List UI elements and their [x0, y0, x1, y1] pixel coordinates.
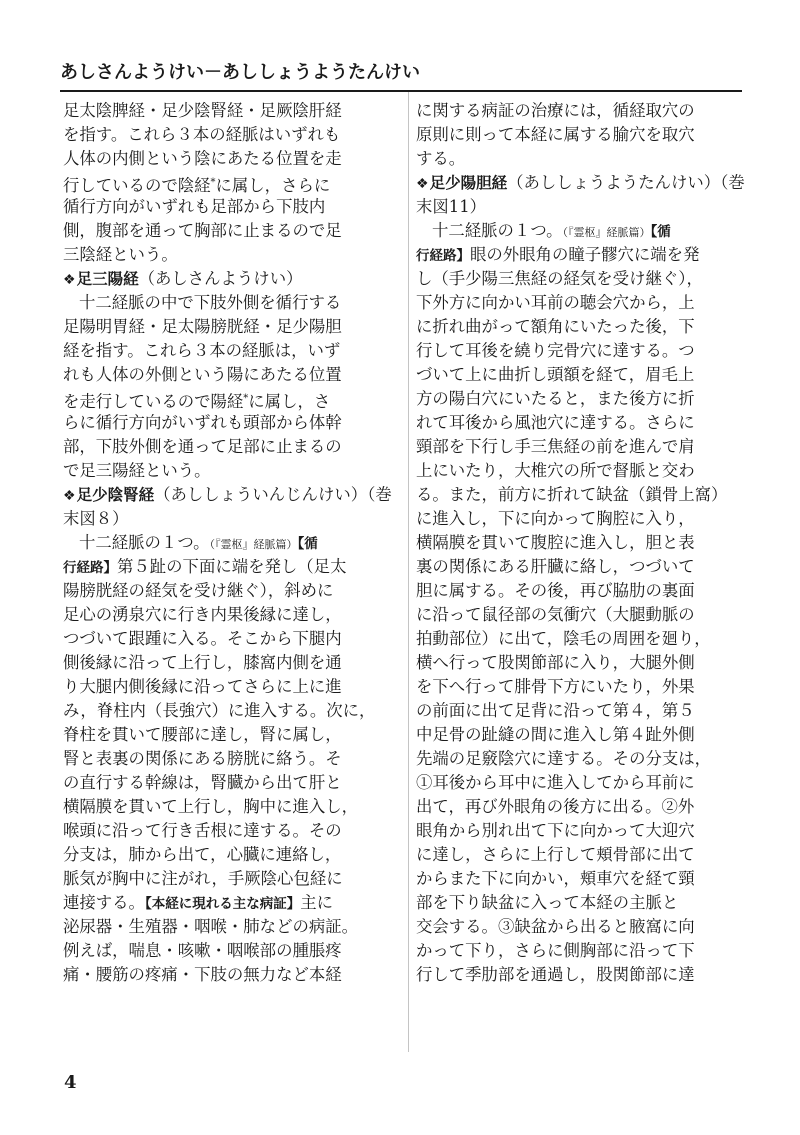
text-line: 側後縁に沿って上行し，膝窩内側を通	[63, 653, 342, 672]
footnote-asterisk: *	[243, 393, 249, 404]
text-line: の直行する幹線は，腎臓から出て肝と	[63, 773, 342, 792]
text-line: 足陽明胃経・足太陽膀胱経・足少陽胆	[63, 317, 342, 336]
text-line: らに循行方向がいずれも頭部から体幹	[63, 413, 342, 432]
diamond-bullet-icon: ❖	[63, 488, 76, 504]
text-line: 人体の内側という陰にあたる位置を走	[63, 149, 342, 168]
text-line: 下外方に向かい耳前の聴会穴から，上	[416, 293, 695, 312]
text-line: を下へ行って腓骨下方にいたり，外果	[416, 677, 695, 696]
text-run: 第５趾の下面に端を発し（足太	[117, 557, 347, 576]
text-line: に進入し，下に向かって胸腔に入り，	[416, 509, 695, 528]
text-line: み，脊柱内（長強穴）に進入する。次に，	[63, 701, 376, 720]
entry-heading	[416, 171, 745, 195]
text-line	[416, 243, 742, 267]
text-line: 行して季肋部を通過し，股関節部に達	[416, 965, 695, 984]
text-line: 部，下肢外側を通って足部に止まるの	[63, 437, 342, 456]
right-column	[416, 99, 745, 987]
text-run: 主に	[300, 893, 333, 912]
text-line: 交会する。③缺盆から出ると腋窩に向	[416, 917, 695, 936]
text-line: 部を下り缺盆に入って本経の主脈と	[416, 893, 679, 912]
text-line: かって下り，さらに側胸部に沿って下	[416, 941, 695, 960]
text-line: 中足骨の趾縫の間に進入し第４趾外側	[416, 725, 695, 744]
text-line: 経を指す。これら３本の経脈は，いず	[63, 341, 341, 360]
text-line: 循行方向がいずれも足部から下肢内	[63, 197, 326, 216]
text-line	[63, 531, 385, 555]
text-run: を走行しているので陽経	[63, 392, 244, 411]
text-line	[416, 219, 742, 243]
text-line: 横隔膜を貫いて腹腔に進入し，胆と表	[416, 533, 695, 552]
text-line	[63, 555, 385, 579]
text-line: 泌尿器・生殖器・咽喉・肺などの病証。	[63, 917, 359, 936]
text-line: 十二経脈の中で下肢外側を循行する	[79, 293, 342, 312]
text-line: り大腿内側後縁に沿ってさらに上に進	[63, 677, 342, 696]
text-line: 脊柱を貫いて腰部に達し，腎に属し，	[63, 725, 342, 744]
section-tag: 【本経に現れる主な病証】	[144, 896, 301, 912]
text-line: 末図11）	[416, 197, 487, 216]
text-line: し（手少陽三焦経の経気を受け継ぐ），	[416, 269, 703, 288]
text-line: 末図８）	[63, 509, 129, 528]
text-line: 裏の関係にある肝臓に絡し，つづいて	[416, 557, 695, 576]
text-line: 頸部を下行し手三焦経の前を進んで肩	[416, 437, 695, 456]
text-line: 原則に則って本経に属する腧穴を取穴	[416, 125, 695, 144]
text-run: に属し，さ	[248, 392, 331, 411]
section-tag: 行経路】	[63, 560, 117, 576]
text-line	[63, 891, 385, 915]
text-line: からまた下に向かい，頬車穴を経て頸	[416, 869, 695, 888]
running-header: あしさんようけい－あししょうようたんけい	[60, 62, 420, 83]
text-line: する。	[416, 149, 466, 168]
text-line: 眼角から別れ出て下に向かって大迎穴	[416, 821, 695, 840]
text-line: 方の陽白穴にいたると，また後方に折	[416, 389, 695, 408]
section-tag: 【循	[650, 224, 671, 240]
text-run: に属し，さらに	[215, 176, 331, 195]
text-line: 足太陰脾経・足少陰腎経・足厥陰肝経	[63, 101, 342, 120]
text-line: で足三陽経という。	[63, 461, 211, 480]
text-line: づいて上に曲折し頭額を経て，眉毛上	[416, 365, 695, 384]
text-line: ①耳後から耳中に進入してから耳前に	[416, 773, 695, 792]
text-line: 行して耳後を繞り完骨穴に達する。つ	[416, 341, 695, 360]
text-line: 脈気が胸中に注がれ，手厥陰心包経に	[63, 869, 343, 888]
diamond-bullet-icon: ❖	[63, 272, 76, 288]
section-tag: 【循	[297, 536, 318, 552]
text-line: 横へ行って股関節部に入り，大腿外側	[416, 653, 695, 672]
entry-title: 足少陰腎経	[76, 486, 155, 504]
column-divider	[408, 92, 409, 1052]
section-tag: 行経路】	[416, 248, 470, 264]
source-citation: （『霊枢』経脈篇）	[209, 538, 298, 551]
entry-title: 足少陽胆経	[429, 174, 508, 192]
text-line: 側，腹部を通って胸部に止まるので足	[63, 221, 342, 240]
text-line: れて耳後から風池穴に達する。さらに	[416, 413, 695, 432]
text-line: の前面に出て足背に沿って第４，第５	[416, 701, 695, 720]
text-line: に折れ曲がって額角にいたった後，下	[416, 317, 695, 336]
text-line: 陽膀胱経の経気を受け継ぐ），斜めに	[63, 581, 334, 600]
entry-reading: （あしさんようけい）	[138, 269, 303, 288]
source-citation: （『霊枢』経脈篇）	[562, 226, 651, 239]
text-line: 分支は，肺から出て，心臓に連絡し，	[63, 845, 342, 864]
text-line: 胆に属する。その後，再び脇肋の裏面	[416, 581, 695, 600]
text-run: 眼の外眼角の瞳子髎穴に端を発	[470, 245, 700, 264]
text-line: 先端の足竅陰穴に達する。その分支は，	[416, 749, 712, 768]
page-number: 4	[64, 1072, 77, 1093]
text-line: に沿って鼠径部の気衝穴（大腿動脈の	[416, 605, 695, 624]
text-run: 十二経脈の１つ。	[432, 221, 563, 240]
text-line: を指す。これら３本の経脈はいずれも	[63, 125, 341, 144]
text-line: 横隔膜を貫いて上行し，胸中に進入し，	[63, 797, 359, 816]
text-line: れも人体の外側という陽にあたる位置	[63, 365, 342, 384]
text-line: つづいて跟踵に入る。そこから下腿内	[63, 629, 342, 648]
entry-reading: （あししょういんじんけい）（巻	[154, 485, 392, 504]
text-run: 連接する。	[63, 893, 145, 912]
text-line: 腎と表裏の関係にある膀胱に絡う。そ	[63, 749, 342, 768]
text-line: 喉頭に沿って行き舌根に達する。その	[63, 821, 342, 840]
text-line: に達し，さらに上行して頬骨部に出て	[416, 845, 695, 864]
text-line: 痛・腰筋の疼痛・下肢の無力など本経	[63, 965, 342, 984]
entry-title: 足三陽経	[76, 270, 139, 288]
diamond-bullet-icon: ❖	[416, 176, 429, 192]
text-line: 足心の湧泉穴に行き内果後縁に達し，	[63, 605, 342, 624]
text-line: に関する病証の治療には，循経取穴の	[416, 101, 695, 120]
text-line: 三陰経という。	[63, 245, 178, 264]
text-line: 拍動部位）に出て，陰毛の周囲を廻り，	[416, 629, 711, 648]
text-line: る。また，前方に折れて缺盆（鎖骨上窩）	[416, 485, 728, 504]
text-line	[63, 171, 385, 195]
text-line: 例えば，喘息・咳嗽・咽喉部の腫脹疼	[63, 941, 342, 960]
footnote-asterisk: *	[210, 177, 216, 188]
header-rule	[60, 90, 742, 92]
text-line	[63, 387, 385, 411]
text-run: 十二経脈の１つ。	[79, 533, 210, 552]
text-run: 行しているので陰経	[63, 176, 211, 195]
text-line: 上にいたり，大椎穴の所で督脈と交わ	[416, 461, 695, 480]
left-column	[63, 99, 392, 987]
entry-reading: （あししょうようたんけい）（巻	[507, 173, 745, 192]
text-line: 出て，再び外眼角の後方に出る。②外	[416, 797, 695, 816]
entry-heading	[63, 483, 392, 507]
entry-heading	[63, 267, 385, 291]
